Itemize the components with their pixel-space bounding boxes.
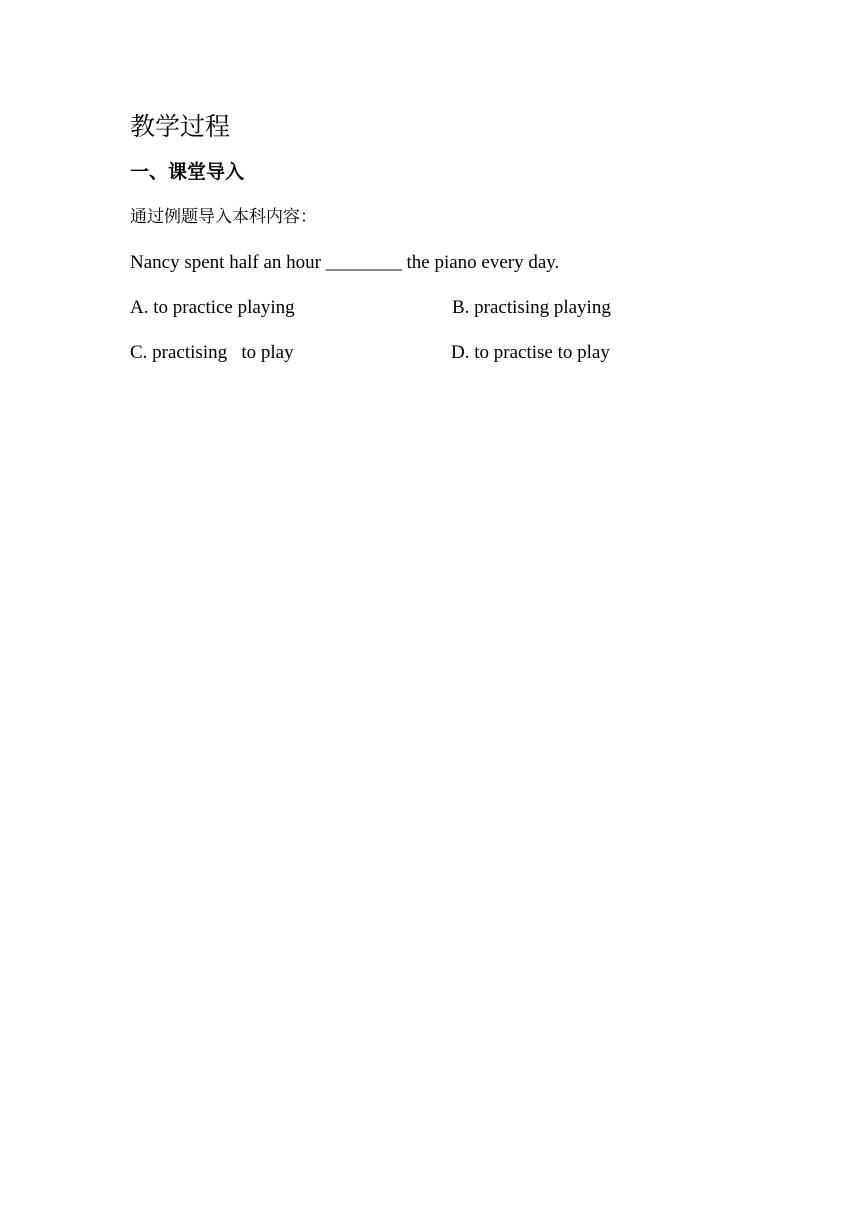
option-c: C. practising to play	[130, 342, 294, 363]
option-a: A. to practice playing	[130, 297, 295, 318]
option-b: B. practising playing	[452, 297, 611, 318]
option-d: D. to practise to play	[451, 342, 610, 363]
intro-text: 通过例题导入本科内容：	[130, 207, 317, 227]
page-title: 教学过程	[130, 112, 231, 141]
section-heading: 一、课堂导入	[130, 161, 245, 183]
question-text: Nancy spent half an hour ________ the piano every day.	[130, 252, 560, 273]
